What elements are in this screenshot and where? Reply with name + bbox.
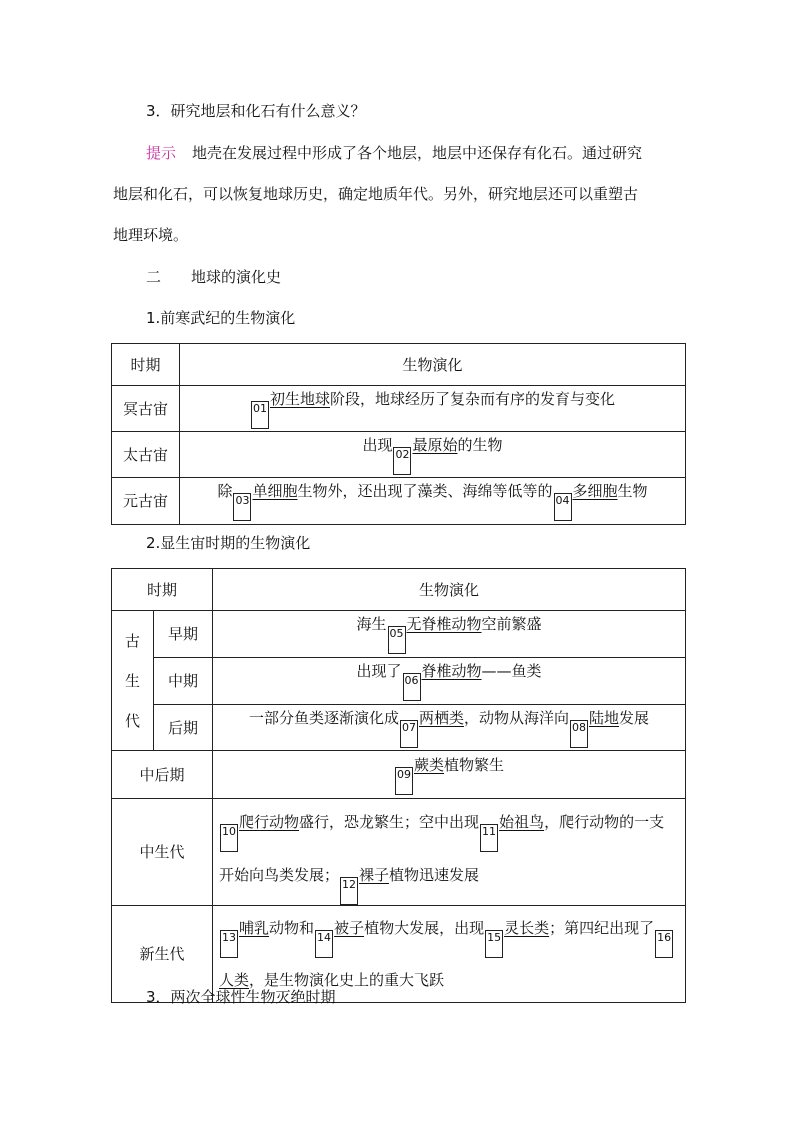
section-title: 地球的演化史: [191, 268, 282, 286]
blank-number: 15: [485, 930, 503, 958]
header-evolution: 生物演化: [213, 569, 686, 611]
subheading-3: 3．两次全球性生物灭绝时期: [146, 988, 336, 1006]
period-cell: 太古宙: [112, 432, 180, 478]
evolution-cell: 出现了06脊椎动物——鱼类: [213, 658, 686, 705]
phase-cell: 后期: [154, 705, 213, 751]
answer-blank: 蕨类: [414, 755, 445, 774]
answer-blank: 爬行动物: [239, 813, 300, 831]
section-number: 二: [146, 268, 162, 286]
answer-blank: 始祖鸟: [499, 813, 545, 831]
period-cell: 中生代: [112, 799, 213, 906]
blank-number: 08: [570, 720, 588, 748]
blank-number: 02: [393, 447, 411, 475]
hint-text-1: 地壳在发展过程中形成了各个地层，地层中还保存有化石。通过研究: [192, 144, 643, 162]
subheading-2: 2.显生宙时期的生物演化: [146, 534, 311, 552]
answer-blank: 脊椎动物: [421, 662, 482, 680]
period-cell: 新生代: [112, 906, 213, 1003]
period-cell: 冥古宙: [112, 386, 180, 432]
blank-number: 07: [400, 720, 418, 748]
answer-blank: 灵长类: [504, 919, 550, 937]
answer-blank: 被子: [334, 919, 365, 937]
era-paleozoic: 古 生 代: [112, 611, 154, 751]
hint-label: 提示: [146, 144, 177, 162]
answer-blank: 多细胞: [572, 482, 618, 500]
blank-number: 11: [480, 824, 498, 852]
blank-number: 01: [251, 401, 269, 429]
header-period: 时期: [112, 344, 180, 386]
period-cell: 中后期: [112, 751, 213, 799]
evolution-cell: 13哺乳动物和14被子植物大发展，出现15灵长类；第四纪出现了16 人类，是生物演化史上的重大飞跃: [213, 906, 686, 1003]
blank-number: 05: [388, 626, 406, 654]
answer-blank: 单细胞: [252, 482, 298, 500]
evolution-cell: 09蕨类植物繁生: [213, 751, 686, 799]
evolution-cell: 01初生地球阶段，地球经历了复杂而有序的发育与变化: [180, 386, 686, 432]
phase-cell: 中期: [154, 658, 213, 705]
hint-line-2: 地层和化石，可以恢复地球历史，确定地质年代。另外，研究地层还可以重塑古: [113, 185, 639, 203]
blank-number: 06: [403, 673, 421, 701]
header-evolution: 生物演化: [180, 344, 686, 386]
blank-number: 16: [655, 930, 673, 958]
answer-blank: 最原始: [412, 435, 458, 454]
answer-blank: 无脊椎动物: [406, 615, 482, 633]
hint-line-3: 地理环境。: [113, 226, 189, 244]
section-heading: [146, 267, 281, 287]
blank-number: 09: [395, 767, 413, 795]
answer-blank: 两栖类: [418, 708, 464, 727]
answer-blank: 陆地: [589, 708, 620, 727]
subheading-1: 1.前寒武纪的生物演化: [146, 309, 296, 327]
blank-number: 10: [220, 824, 238, 852]
phase-cell: 早期: [154, 611, 213, 658]
hint-line-1: [146, 143, 642, 163]
evolution-cell: 出现02最原始的生物: [180, 432, 686, 478]
blank-number: 12: [340, 877, 358, 905]
evolution-cell: 除03单细胞生物外，还出现了藻类、海绵等低等的04多细胞生物: [180, 478, 686, 525]
period-cell: 元古宙: [112, 478, 180, 525]
precambrian-table: [111, 343, 686, 525]
evolution-cell: 海生05无脊椎动物空前繁盛: [213, 611, 686, 658]
evolution-cell: 一部分鱼类逐渐演化成07两栖类，动物从海洋向08陆地发展: [213, 705, 686, 751]
answer-blank: 人类: [219, 971, 250, 989]
phanerozoic-table: [111, 568, 686, 1003]
answer-blank: 裸子: [359, 866, 390, 884]
header-period: 时期: [112, 569, 213, 611]
answer-blank: 初生地球: [269, 389, 330, 408]
question-3: 3．研究地层和化石有什么意义？: [146, 102, 366, 120]
blank-number: 04: [554, 493, 572, 521]
blank-number: 13: [220, 930, 238, 958]
blank-number: 03: [233, 493, 251, 521]
evolution-cell: 10爬行动物盛行，恐龙繁生；空中出现11始祖鸟，爬行动物的一支 开始向鸟类发展；12裸子植物迅速发展: [213, 799, 686, 906]
answer-blank: 哺乳: [239, 919, 270, 937]
blank-number: 14: [315, 930, 333, 958]
